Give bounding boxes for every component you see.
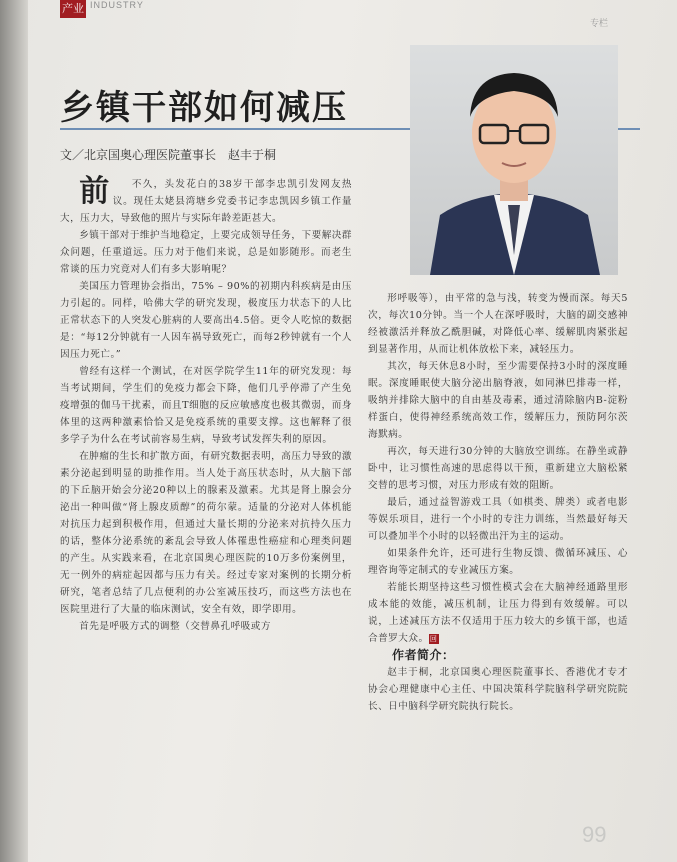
text-column-right [368, 290, 628, 715]
paragraph: 最后，通过益智游戏工具（如棋类、牌类）或者电影等娱乐项目，进行一个小时的专注力训练，当然最好每天可以叠加半个小时的以轻微出汗为主的运动。 [368, 497, 628, 542]
paragraph: 再次，每天进行30分钟的大脑放空训练。在静坐或静卧中，让习惯性高速的思虑得以干预，重新建立大脑松紧交替的思考习惯，对压力形成有效的阻断。 [368, 446, 628, 491]
byline: 文／北京国奥心理医院董事长 赵丰于桐 [60, 148, 277, 162]
portrait-illustration [410, 45, 618, 275]
paragraph: 如果条件允许，还可进行生物反馈、微循环减压、心理咨询等定制式的专业减压方案。 [368, 548, 628, 576]
paragraph: 其次，每天休息8小时，至少需要保持3小时的深度睡眠。深度睡眠使大脑分泌出脑脊液，如同淋巴排毒一样，吸纳并排除大脑中的自由基及毒素，通过清除脑内B-淀粉样蛋白，使得神经系统高效工作，缓解压力，预防阿尔茨海默病。 [368, 361, 628, 440]
column-name: 专栏 [590, 19, 609, 29]
author-photo [410, 45, 618, 275]
paragraph: 美国压力管理协会指出，75% – 90%的初期内科疾病是由压力引起的。同样，哈佛大学的研究发现，极度压力状态下的人比正常状态下的人突发心脏病的人要高出4.5倍。更令人吃惊的数据是：“每12分钟就有一人因车祸导致死亡，而每2秒钟就有一个人因压力死亡。” [60, 281, 352, 360]
paragraph: 若能长期坚持这些习惯性模式会在大脑神经通路里形成本能的效能，减压机制，让压力得到有效缓解。可以说，上述减压方法不仅适用于压力较大的乡镇干部，也适合普罗大众。回 [368, 582, 628, 644]
paragraph: 首先是呼吸方式的调整（交替鼻孔呼吸或方 [79, 621, 271, 632]
paragraph: 乡镇干部对于维护当地稳定，上要完成领导任务，下要解决群众问题，任重道远。压力对于他们来说，总是如影随形。而老生常谈的压力究竟对人们有多大影响呢？ [60, 230, 352, 275]
drop-cap: 前 [79, 174, 110, 209]
article-title: 乡镇干部如何减压 [60, 88, 348, 128]
section-tag: 产业 [60, 0, 86, 18]
end-mark-icon: 回 [429, 635, 438, 643]
paragraph: 曾经有这样一个测试，在对医学院学生11年的研究发现：每当考试期间，学生们的免疫力都会下降，他们几乎停滞了产生免疫增强的伽马干扰素，而且T细胞的反应敏感度也极其微弱，而身体里的这两种激素恰恰又是免疫系统的重要支撑。这也解释了很多学子为什么在考试前容易生病，导致考试发挥失利的原因。 [60, 366, 352, 445]
text-column-left [60, 176, 352, 635]
author-bio: 赵丰于桐，北京国奥心理医院董事长、香港优才专才协会心理健康中心主任、中国决策科学院脑科学研究院院长、日中脑科学研究院执行院长。 [368, 667, 628, 712]
paragraph: 在肿瘤的生长和扩散方面，有研究数据表明，高压力导致的激素分泌起到明显的助推作用。当人处于高压状态时，从大脑下部的下丘脑开始会分泌20种以上的腺素及激素。尤其是肾上腺会分泌出一种叫做“肾上腺皮质醇”的荷尔蒙。适量的分泌对人体机能对抗压力起到积极作用，但通过大量长期的分泌来对抗持久压力的话，整体分泌系统的紊乱会导致人体罹患性癌症和心理类问题的产生。从实践来看，在北京国奥心理医院的10万多份案例里，无一例外的病症起因都与压力有关。经过专家对案例的长期分析研究，笔者总结了几点便利的办公室减压技巧，而这些方法也在医院里进行了大量的临床测试，安全有效，即学即用。 [60, 451, 352, 615]
spine-shadow [0, 0, 28, 862]
section-label: INDUSTRY [90, 0, 144, 10]
paragraph: 形呼吸等），由平常的急与浅，转变为慢而深。每天5次，每次10分钟。当一个人在深呼吸时，大脑的副交感神经被激活并释放乙酰胆碱，对降低心率、缓解肌肉紧张起到显著作用，从而让机体放松下来，减轻压力。 [368, 293, 628, 355]
page-number: 99 [582, 822, 607, 847]
author-heading: 作者简介： [392, 648, 455, 662]
paragraph: 前 不久，头发花白的38岁干部李忠凯引发网友热议。现任太姥县湾塘乡党委书记李忠凯因乡镇工作量大，压力大，导致他的照片与实际年龄差距甚大。 [60, 174, 352, 224]
